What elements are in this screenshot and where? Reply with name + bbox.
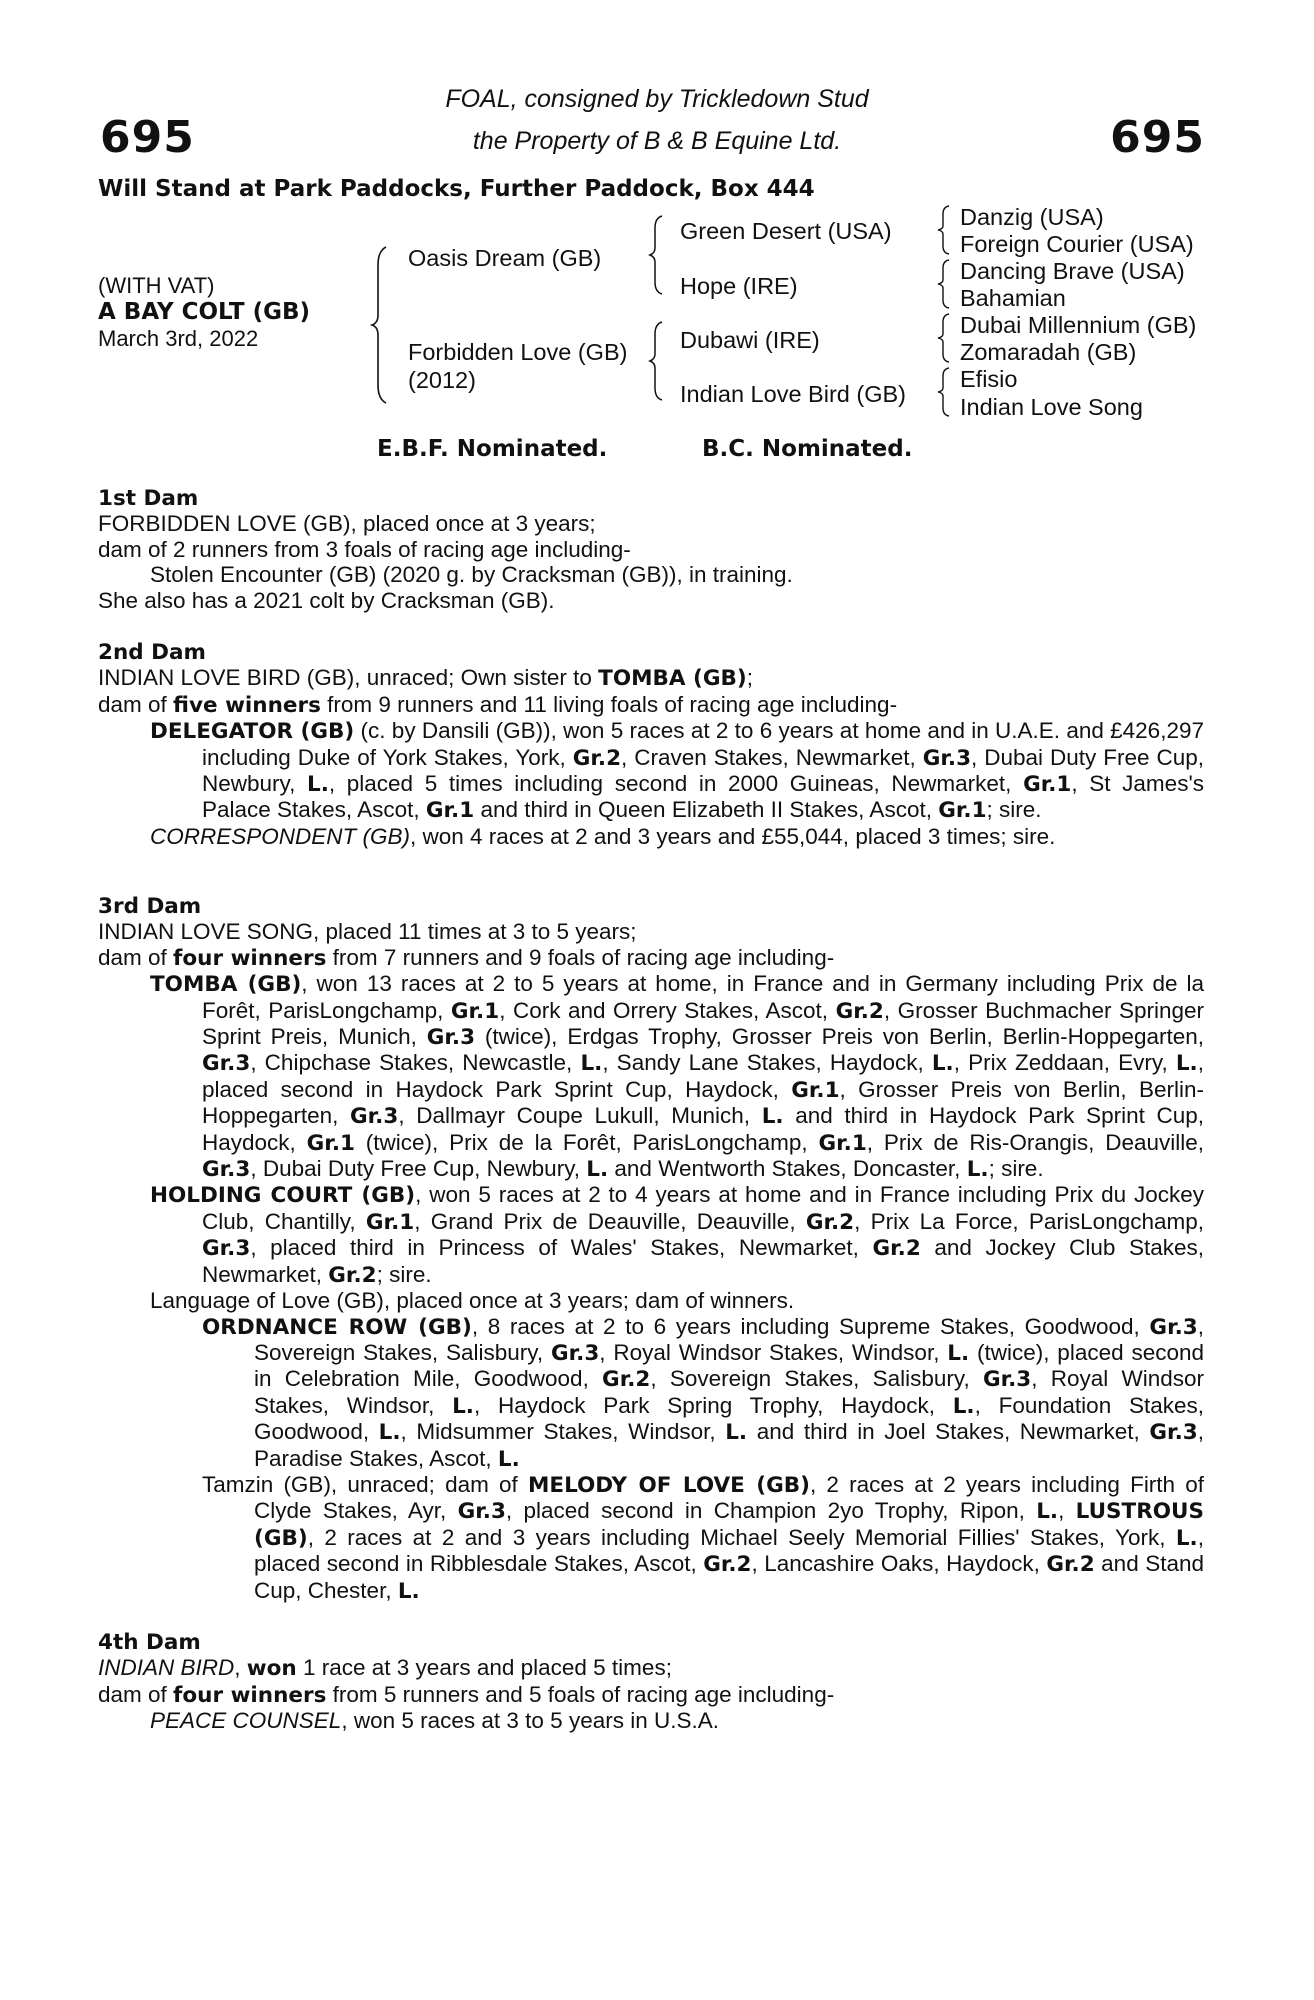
brace-sd <box>936 258 952 310</box>
brace-ss <box>936 204 952 256</box>
foaling-date: March 3rd, 2022 <box>98 326 259 351</box>
fourth-dam-section <box>98 1630 1204 1734</box>
sire-dam-sire: Dancing Brave (USA) <box>960 258 1185 284</box>
consignor-line: FOAL, consigned by Trickledown Stud <box>445 85 869 113</box>
tomba-entry: TOMBA (GB), won 13 races at 2 to 5 years at home, in France and in Germany including Prix de la Forêt, ParisLongchamp, Gr.1, Cork and Orrery Stakes, Ascot, Gr.2, Grosser Buchmacher Springer Sprint Preis, Munich, Gr.3 (twice), Erdgas Trophy, Grosser Preis von Berlin, Berlin-Hoppegarten, Gr.3, Chipchase Stakes, Newcastle, L., Sandy Lane Stakes, Haydock, L., Prix Zeddaan, Evry, L., placed second in Haydock Park Sprint Cup, Haydock, Gr.1, Grosser Preis von Berlin, Berlin-Hoppegarten, Gr.3, Dallmayr Coupe Lukull, Munich, L. and third in Haydock Park Sprint Cup, Haydock, Gr.1 (twice), Prix de la Forêt, ParisLongchamp, Gr.1, Prix de Ris-Orangis, Deauville, Gr.3, Dubai Duty Free Cup, Newbury, L. and Wentworth Stakes, Doncaster, L.; sire. <box>150 971 1205 1183</box>
lot-number-right: 695 <box>1110 112 1205 163</box>
first-dam-line: FORBIDDEN LOVE (GB), placed once at 3 years; <box>98 511 596 537</box>
ordnance-row-entry: ORDNANCE ROW (GB), 8 races at 2 to 6 years including Supreme Stakes, Goodwood, Gr.3, Sovereign Stakes, Salisbury, Gr.3, Royal Windsor Stakes, Windsor, L. (twice), placed second in Celebration Mile, Goodwood, Gr.2, Sovereign Stakes, Salisbury, Gr.3, Royal Windsor Stakes, Windsor, L., Haydock Park Spring Trophy, Haydock, L., Foundation Stakes, Goodwood, L., Midsummer Stakes, Windsor, L. and third in Joel Stakes, Newmarket, Gr.3, Paradise Stakes, Ascot, L. <box>202 1313 1204 1472</box>
brace-ds <box>936 312 952 364</box>
dam-dam-dam: Indian Love Song <box>960 394 1143 420</box>
sire-sire: Green Desert (USA) <box>680 218 892 244</box>
sire-brace <box>648 214 666 296</box>
dam-name: Forbidden Love (GB) <box>408 339 628 365</box>
dam-year: (2012) <box>408 367 476 393</box>
stand-location: Will Stand at Park Paddocks, Further Paddock, Box 444 <box>98 176 815 202</box>
correspondent-entry: CORRESPONDENT (GB), won 4 races at 2 and 3 years and £55,044, placed 3 times; sire. <box>150 823 1056 849</box>
lot-number-left: 695 <box>100 112 195 163</box>
first-dam-note: She also has a 2021 colt by Cracksman (GB). <box>98 587 555 613</box>
third-dam-section <box>98 894 1204 1604</box>
dam-dam: Indian Love Bird (GB) <box>680 381 906 407</box>
bc-nomination: B.C. Nominated. <box>702 436 913 462</box>
sire-dam-dam: Bahamian <box>960 285 1066 311</box>
fourth-dam-line: INDIAN BIRD, won 1 race at 3 years and placed 5 times; <box>98 1655 672 1682</box>
first-dam-section <box>98 486 1204 613</box>
brace-dd <box>936 366 952 418</box>
third-dam-line: INDIAN LOVE SONG, placed 11 times at 3 to 5 years; <box>98 919 637 945</box>
sire-dam: Hope (IRE) <box>680 273 798 299</box>
holding-court-entry: HOLDING COURT (GB), won 5 races at 2 to 4 years at home and in France including Prix du Jockey Club, Chantilly, Gr.1, Grand Prix de Deauville, Deauville, Gr.2, Prix La Force, ParisLongchamp, Gr.3, placed third in Princess of Wales' Stakes, Newmarket, Gr.2 and Jockey Club Stakes, Newmarket, Gr.2; sire. <box>150 1182 1205 1288</box>
ebf-nomination: E.B.F. Nominated. <box>377 436 608 462</box>
first-dam-produce: dam of 2 runners from 3 foals of racing age including- <box>98 536 631 562</box>
second-dam-line: INDIAN LOVE BIRD (GB), unraced; Own sister to TOMBA (GB); <box>98 665 753 692</box>
dam-sire-sire: Dubai Millennium (GB) <box>960 312 1197 338</box>
fourth-dam-heading: 4th Dam <box>98 1630 201 1655</box>
dam-sire-dam: Zomaradah (GB) <box>960 339 1137 365</box>
second-dam-section <box>98 640 1204 849</box>
horse-name: A BAY COLT (GB) <box>98 299 311 325</box>
fourth-dam-produce: dam of four winners from 5 runners and 5 foals of racing age including- <box>98 1681 835 1708</box>
third-dam-heading: 3rd Dam <box>98 894 202 919</box>
dam-sire: Dubawi (IRE) <box>680 327 820 353</box>
tamzin-entry: Tamzin (GB), unraced; dam of MELODY OF LOVE (GB), 2 races at 2 years including Firth of Clyde Stakes, Ayr, Gr.3, placed second in Champion 2yo Trophy, Ripon, L., LUSTROUS (GB), 2 races at 2 and 3 years including Michael Seely Memorial Fillies' Stakes, York, L., placed second in Ribblesdale Stakes, Ascot, Gr.2, Lancashire Oaks, Haydock, Gr.2 and Stand Cup, Chester, L. <box>202 1471 1205 1604</box>
sire-name: Oasis Dream (GB) <box>408 245 602 271</box>
property-line: the Property of B & B Equine Ltd. <box>472 127 842 155</box>
peace-counsel-entry: PEACE COUNSEL, won 5 races at 3 to 5 years in U.S.A. <box>150 1708 719 1734</box>
language-of-love-entry: Language of Love (GB), placed once at 3 years; dam of winners. <box>150 1288 795 1314</box>
pedigree-main-brace <box>370 245 390 405</box>
dam-brace <box>648 320 666 402</box>
delegator-entry: DELEGATOR (GB) (c. by Dansili (GB)), won 5 races at 2 to 6 years at home and in U.A.E. and £426,297 including Duke of York Stakes, York, Gr.2, Craven Stakes, Newmarket, Gr.3, Dubai Duty Free Cup, Newbury, L., placed 5 times including second in 2000 Guineas, Newmarket, Gr.1, St James's Palace Stakes, Ascot, Gr.1 and third in Queen Elizabeth II Stakes, Ascot, Gr.1; sire. <box>150 718 1204 824</box>
vat-note: (WITH VAT) <box>98 273 215 298</box>
third-dam-produce: dam of four winners from 7 runners and 9 foals of racing age including- <box>98 944 835 971</box>
second-dam-heading: 2nd Dam <box>98 640 206 665</box>
dam-dam-sire: Efisio <box>960 366 1018 392</box>
sire-sire-sire: Danzig (USA) <box>960 204 1104 230</box>
first-dam-heading: 1st Dam <box>98 486 199 511</box>
first-dam-foal: Stolen Encounter (GB) (2020 g. by Cracksman (GB)), in training. <box>150 562 793 588</box>
second-dam-produce: dam of five winners from 9 runners and 11 living foals of racing age including- <box>98 691 898 718</box>
sire-sire-dam: Foreign Courier (USA) <box>960 231 1194 257</box>
